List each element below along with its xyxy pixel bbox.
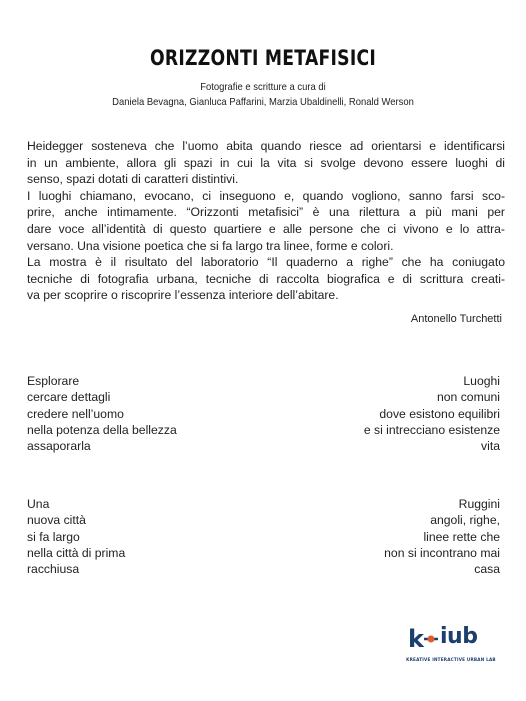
poem-line: non si incontrano mai bbox=[384, 545, 500, 560]
essay-line: versano. Una visione poetica che si fa largo tra linee, forme e colori. bbox=[27, 238, 394, 253]
essay-line: va per scoprire o riscoprire l’essenza interiore dell’abitare. bbox=[27, 288, 339, 303]
logo-word: iub bbox=[440, 624, 478, 649]
poem-line: nella città di prima bbox=[27, 545, 126, 560]
essay-line: in un ambiente, allora gli spazi in cui la vita si svolge devono essere luoghi di bbox=[27, 155, 505, 170]
essay-paragraph bbox=[27, 138, 505, 304]
authors-line: Daniela Bevagna, Gianluca Paffarini, Marzia Ubaldinelli, Ronald Werson bbox=[112, 96, 414, 108]
poem-line: si fa largo bbox=[27, 529, 80, 544]
poem-line: linee rette che bbox=[423, 529, 500, 544]
essay-line: I luoghi chiamano, evocano, ci inseguono e, quando vogliono, sanno farsi sco- bbox=[27, 188, 505, 203]
poem-line: assaporarla bbox=[27, 439, 91, 454]
poem-line: nella potenza della bellezza bbox=[27, 422, 177, 437]
poem-line: Esplorare bbox=[27, 374, 80, 388]
poem-right-1 bbox=[364, 373, 500, 454]
svg-text:k: k bbox=[408, 625, 424, 653]
essay-line: senso, spazi dotati di caratteri distintivi. bbox=[27, 172, 239, 187]
essay-line: tecniche di fotografia urbana, tecniche di raccolta biografica e di scrittura creati- bbox=[27, 271, 505, 286]
essay-line: prire, anche intimamente. “Orizzonti metafisici” è una rilettura a più mani per bbox=[27, 205, 505, 220]
logo-tagline: KREATIVE INTERACTIVE URBAN LAB bbox=[406, 657, 496, 662]
poem-line: casa bbox=[474, 562, 500, 577]
poem-left-2 bbox=[27, 496, 125, 577]
poem-line: racchiusa bbox=[27, 562, 80, 577]
poem-right-2 bbox=[384, 496, 500, 577]
essay-author: Antonello Turchetti bbox=[410, 313, 502, 325]
poem-line: Ruggini bbox=[458, 497, 500, 511]
essay-line: La mostra è il risultato del laboratorio “Il quaderno a righe” che ha coniugato bbox=[27, 255, 505, 270]
poem-line: cercare dettagli bbox=[27, 390, 111, 405]
kiub-logo bbox=[388, 624, 508, 664]
poem-line: Luoghi bbox=[463, 374, 500, 388]
poem-left-1 bbox=[27, 373, 177, 454]
page-title: ORIZZONTI METAFISICI bbox=[149, 46, 377, 70]
poem-line: angoli, righe, bbox=[430, 513, 500, 528]
poem-line: non comuni bbox=[436, 390, 500, 405]
poem-line: vita bbox=[481, 439, 500, 454]
poem-line: credere nell’uomo bbox=[27, 406, 124, 421]
essay-line: dare voce all’identità di questo quartiere e alle persone che ci vivono e lo attra- bbox=[27, 221, 505, 236]
poem-line: e si intrecciano esistenze bbox=[363, 422, 500, 437]
poem-line: dove esistono equilibri bbox=[379, 406, 500, 421]
essay-line: Heidegger sosteneva che l’uomo abita quando riesce ad orientarsi e identificarsi bbox=[27, 139, 505, 153]
poem-line: nuova città bbox=[27, 513, 86, 528]
subtitle: Fotografie e scritture a cura di bbox=[200, 81, 326, 93]
poem-line: Una bbox=[27, 497, 50, 511]
